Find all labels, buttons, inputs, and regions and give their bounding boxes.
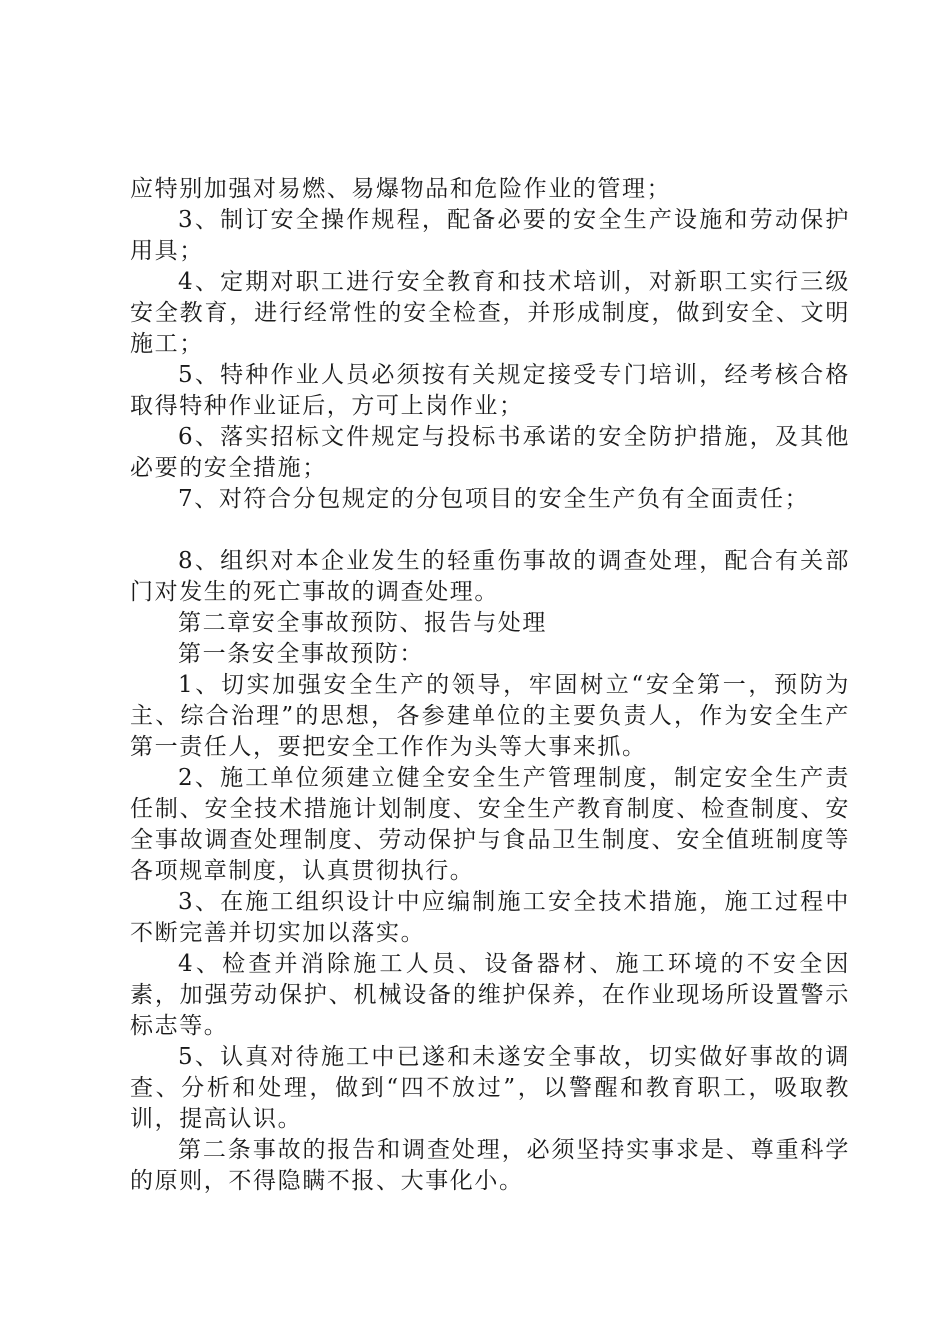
paragraph-continuation: 应特别加强对易燃、易爆物品和危险作业的管理；: [130, 176, 672, 202]
article-heading-1: 第一条安全事故预防：: [178, 641, 424, 667]
paragraph-item-4: 4、定期对职工进行安全教育和技术培训，对新职工实行三级安全教育，进行经常性的安全检查，并形成制度，做到安全、文明施工；: [130, 269, 850, 357]
blank-line: [130, 515, 850, 546]
paragraph-item-5: 5、特种作业人员必须按有关规定接受专门培训，经考核合格取得特种作业证后，方可上岗作业；: [130, 362, 850, 419]
paragraph-prevention-2: 2、施工单位须建立健全安全生产管理制度，制定安全生产责任制、安全技术措施计划制度、安全生产教育制度、检查制度、安全事故调查处理制度、劳动保护与食品卫生制度、安全值班制度等各项规章制度，认真贯彻执行。: [130, 765, 850, 884]
paragraph-item-7: 7、对符合分包规定的分包项目的安全生产负有全面责任；: [178, 486, 810, 512]
paragraph-prevention-1: 1、切实加强安全生产的领导，牢固树立“安全第一，预防为主、综合治理”的思想，各参建单位的主要负责人，作为安全生产第一责任人，要把安全工作作为头等大事来抓。: [130, 672, 850, 760]
paragraph-prevention-4: 4、检查并消除施工人员、设备器材、施工环境的不安全因素，加强劳动保护、机械设备的维护保养，在作业现场所设置警示标志等。: [130, 951, 850, 1039]
paragraph-item-8: 8、组织对本企业发生的轻重伤事故的调查处理，配合有关部门对发生的死亡事故的调查处理。: [130, 548, 850, 605]
paragraph-item-3: 3、制订安全操作规程，配备必要的安全生产设施和劳动保护用具；: [130, 207, 850, 264]
paragraph-prevention-5: 5、认真对待施工中已遂和未遂安全事故，切实做好事故的调查、分析和处理，做到“四不放过”，以警醒和教育职工，吸取教训，提高认识。: [130, 1044, 850, 1132]
paragraph-prevention-3: 3、在施工组织设计中应编制施工安全技术措施，施工过程中不断完善并切实加以落实。: [130, 889, 850, 946]
chapter-heading: 第二章安全事故预防、报告与处理: [178, 610, 547, 636]
article-2-paragraph: 第二条事故的报告和调查处理，必须坚持实事求是、尊重科学的原则，不得隐瞒不报、大事化小。: [130, 1137, 850, 1194]
paragraph-item-6: 6、落实招标文件规定与投标书承诺的安全防护措施，及其他必要的安全措施；: [130, 424, 850, 481]
document-body: [130, 174, 850, 1197]
